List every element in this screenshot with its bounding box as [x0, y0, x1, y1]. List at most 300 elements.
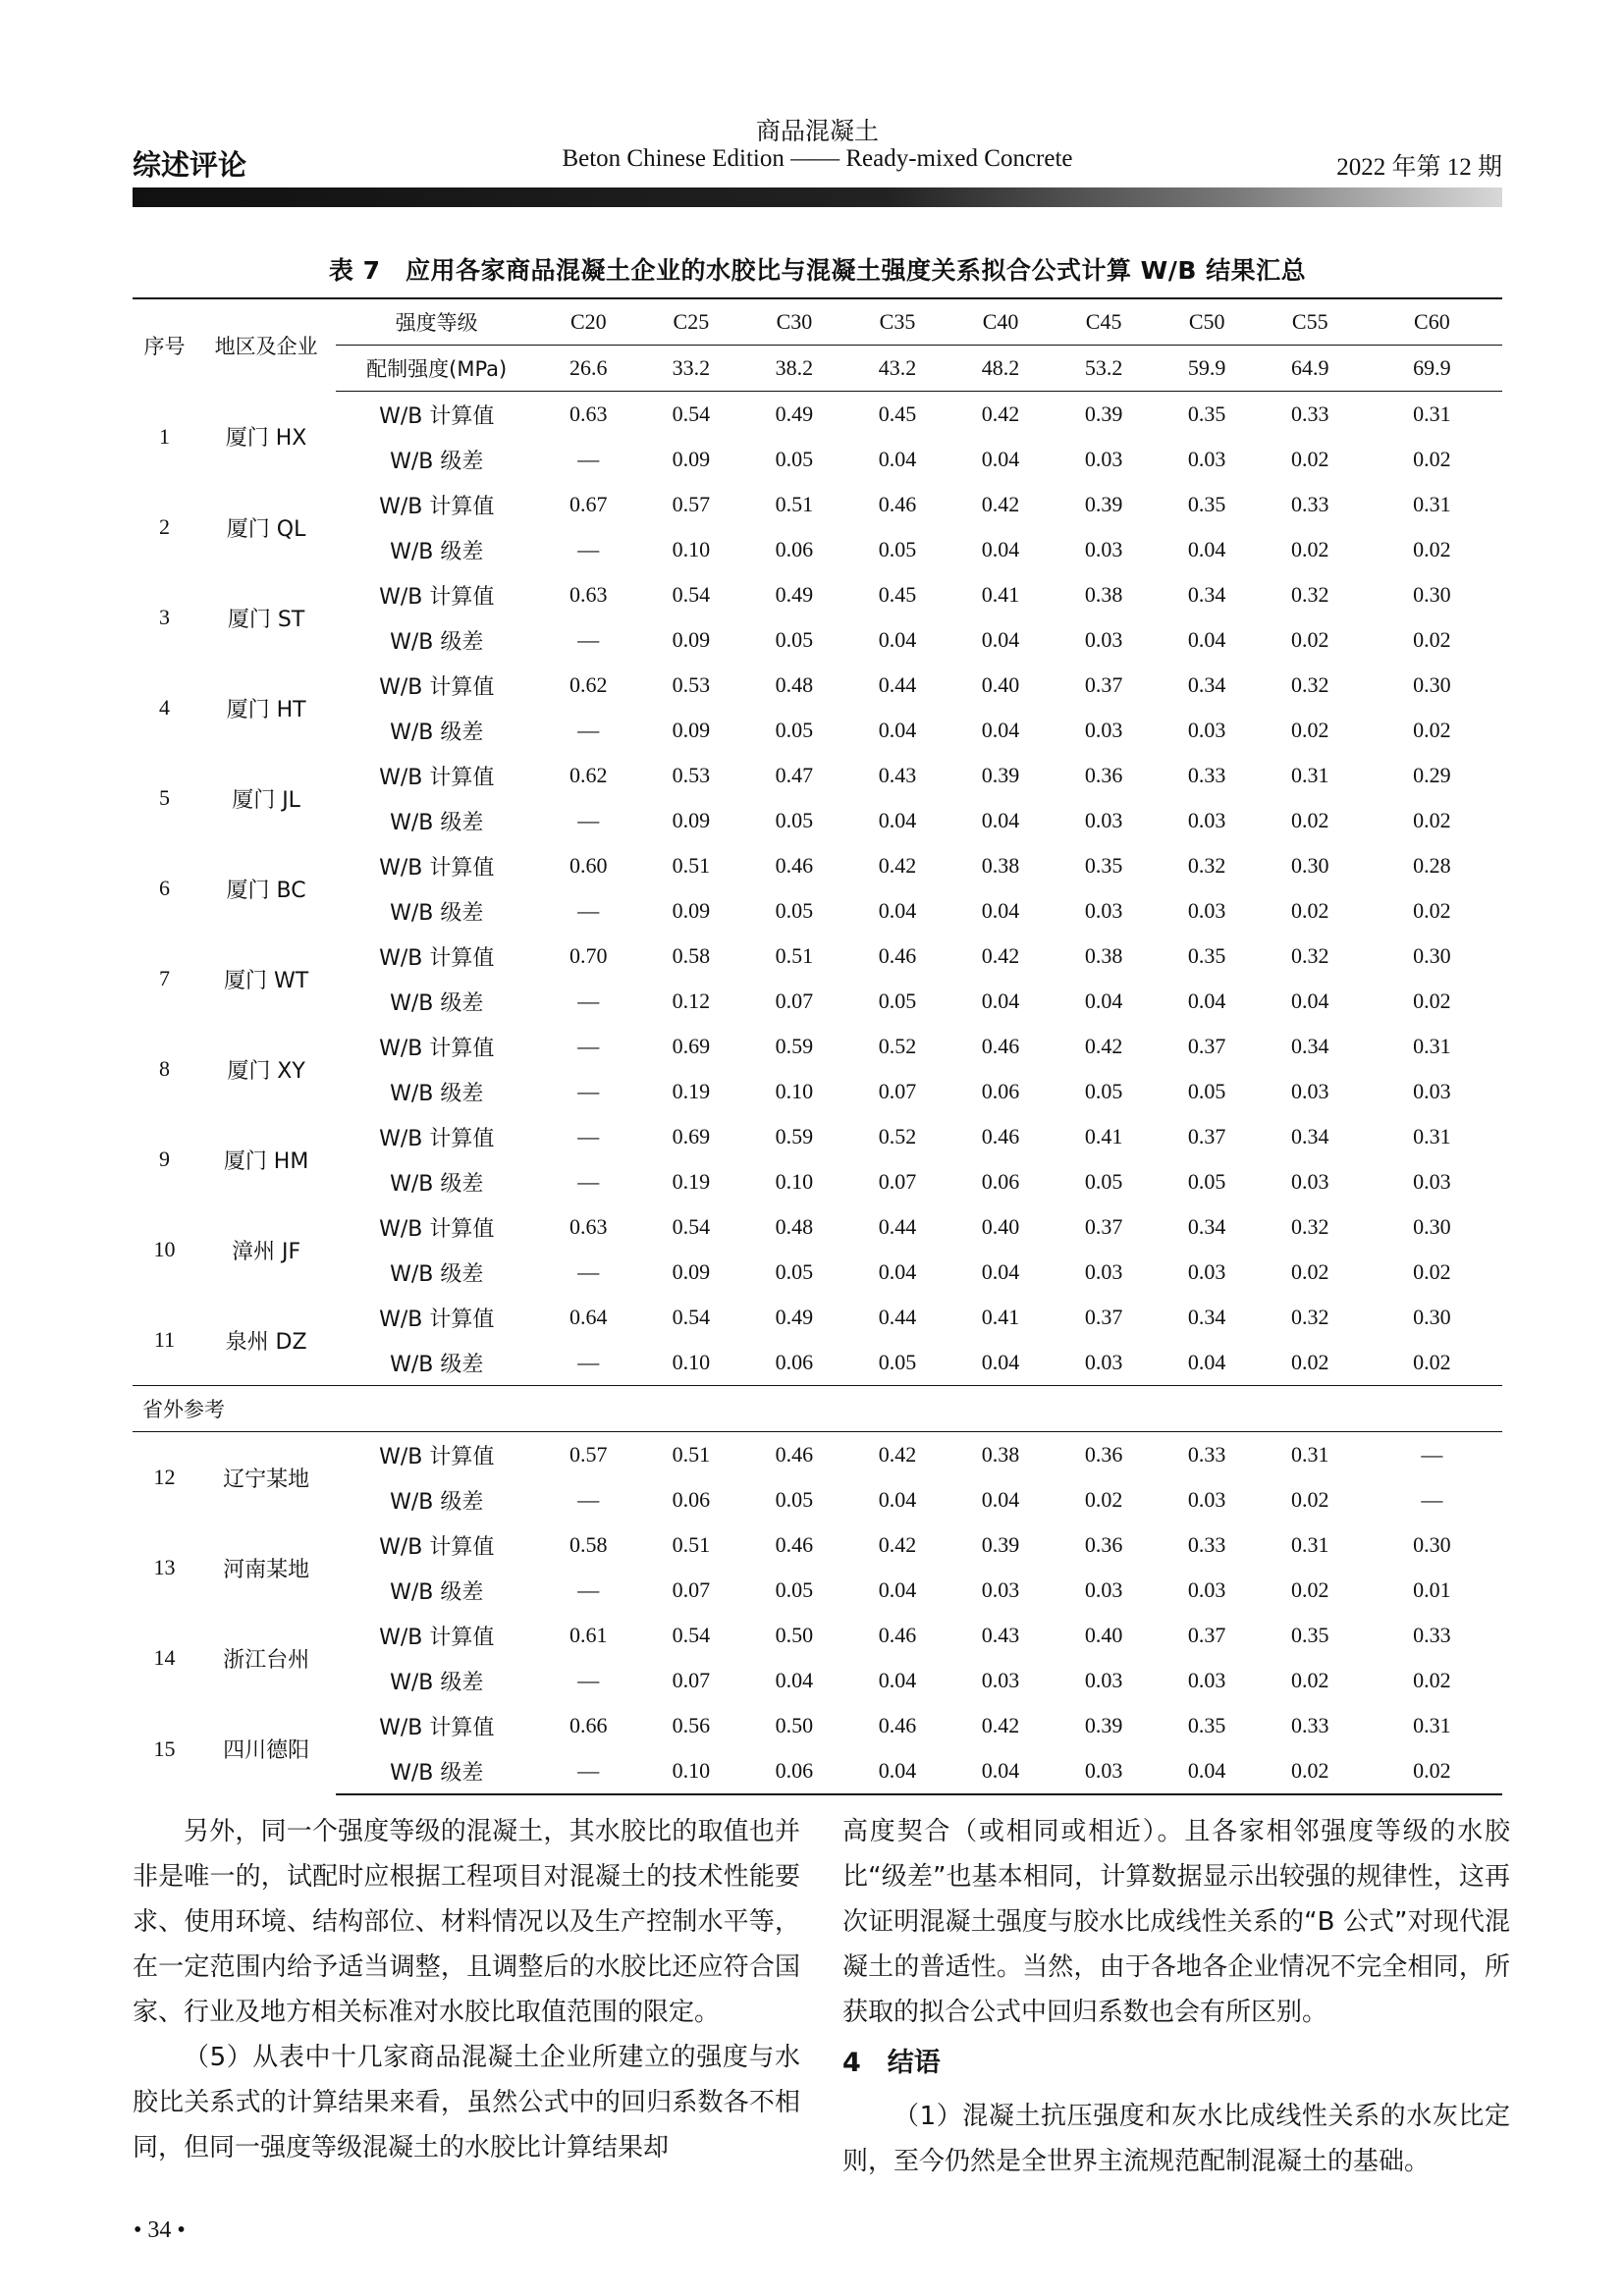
calc-value: 0.46 — [775, 853, 814, 878]
calc-value: 0.42 — [1084, 1034, 1123, 1058]
diff-value: 0.05 — [1187, 1079, 1226, 1103]
diff-value: 0.04 — [981, 627, 1020, 652]
strength-cell: 48.2 — [949, 346, 1053, 392]
diff-value: 0.03 — [1290, 1079, 1329, 1103]
diff-value: 0.07 — [878, 1169, 917, 1194]
diff-value: — — [577, 1668, 600, 1692]
diff-value: 0.02 — [1290, 898, 1329, 923]
table-row — [133, 798, 1502, 843]
enterprise-name: 厦门 HX — [225, 426, 307, 452]
diff-value: 0.03 — [1084, 627, 1123, 652]
diff-value: 0.03 — [981, 1577, 1020, 1602]
diff-value: 0.05 — [1084, 1079, 1123, 1103]
calc-value: 0.49 — [775, 401, 814, 426]
calc-value: 0.37 — [1187, 1034, 1226, 1058]
table-row — [133, 1295, 1502, 1340]
calc-value: 0.38 — [981, 853, 1020, 878]
calc-value: 0.39 — [1084, 401, 1123, 426]
diff-value: 0.02 — [1290, 1259, 1329, 1284]
diff-value: 0.03 — [1084, 447, 1123, 471]
calc-value: 0.40 — [1084, 1623, 1123, 1647]
table-row — [133, 1703, 1502, 1748]
calc-label: W/B 计算值 — [379, 1715, 495, 1740]
diff-value: 0.09 — [672, 898, 711, 923]
section-label: 综述评论 — [133, 148, 247, 182]
diff-value: 0.04 — [878, 1577, 917, 1602]
row-number: 6 — [159, 876, 171, 900]
table-row — [133, 617, 1502, 663]
diff-value: 0.03 — [1187, 1259, 1226, 1284]
row-number: 4 — [159, 695, 171, 720]
calc-value: 0.44 — [878, 1305, 917, 1329]
table-row — [133, 482, 1502, 527]
calc-value: 0.35 — [1187, 943, 1226, 968]
table-row — [133, 1340, 1502, 1386]
calc-value: 0.36 — [1084, 1442, 1123, 1467]
calc-value: 0.31 — [1413, 492, 1451, 516]
diff-value: 0.05 — [775, 1577, 814, 1602]
diff-value: 0.04 — [878, 627, 917, 652]
calc-label: W/B 计算值 — [379, 765, 495, 790]
table-row — [133, 1432, 1502, 1478]
calc-value: 0.30 — [1413, 1305, 1451, 1329]
table-row — [133, 1658, 1502, 1703]
diff-value: 0.10 — [672, 1350, 711, 1374]
diff-value: 0.04 — [878, 1259, 917, 1284]
calc-value: 0.69 — [672, 1034, 711, 1058]
diff-value: 0.05 — [1187, 1169, 1226, 1194]
diff-label: W/B 级差 — [390, 1352, 484, 1377]
calc-value: 0.30 — [1413, 582, 1451, 607]
table-row — [133, 1024, 1502, 1069]
table-row — [133, 979, 1502, 1024]
calc-value: 0.34 — [1290, 1124, 1329, 1148]
diff-value: 0.04 — [878, 1487, 917, 1512]
diff-value: 0.05 — [1084, 1169, 1123, 1194]
enterprise-name: 泉州 DZ — [225, 1329, 307, 1355]
enterprise-name: 厦门 XY — [227, 1058, 305, 1084]
calc-value: 0.32 — [1290, 582, 1329, 607]
calc-value: 0.29 — [1413, 763, 1451, 787]
calc-value: 0.39 — [1084, 492, 1123, 516]
calc-value: 0.35 — [1187, 492, 1226, 516]
diff-label: W/B 级差 — [390, 1261, 484, 1287]
diff-value: 0.02 — [1290, 1668, 1329, 1692]
calc-value: 0.45 — [878, 401, 917, 426]
table-row — [133, 1069, 1502, 1114]
calc-value: 0.35 — [1187, 1713, 1226, 1737]
diff-value: 0.03 — [1084, 1350, 1123, 1374]
strength-cell: 33.2 — [639, 346, 742, 392]
calc-value: 0.34 — [1187, 1214, 1226, 1239]
calc-value: 0.38 — [1084, 582, 1123, 607]
calc-value: 0.31 — [1413, 1713, 1451, 1737]
section-row — [133, 1386, 1502, 1432]
calc-value: 0.62 — [569, 763, 608, 787]
strength-cell: 43.2 — [845, 346, 948, 392]
table-row — [133, 1748, 1502, 1794]
calc-value: 0.49 — [775, 582, 814, 607]
calc-value: 0.46 — [981, 1034, 1020, 1058]
diff-value: 0.03 — [1187, 1487, 1226, 1512]
diff-value: 0.03 — [1187, 447, 1226, 471]
calc-value: 0.34 — [1187, 1305, 1226, 1329]
calc-value: 0.41 — [981, 1305, 1020, 1329]
calc-value: 0.31 — [1413, 1034, 1451, 1058]
grade-label: 强度等级 — [336, 298, 537, 346]
diff-value: 0.04 — [981, 988, 1020, 1013]
diff-value: 0.02 — [1259, 1748, 1362, 1794]
calc-value: 0.42 — [981, 492, 1020, 516]
diff-value: 0.03 — [1084, 808, 1123, 832]
enterprise-name: 四川德阳 — [223, 1738, 310, 1763]
table-row — [133, 708, 1502, 753]
header-rule — [133, 187, 1502, 207]
calc-value: 0.38 — [981, 1442, 1020, 1467]
row-number: 10 — [153, 1237, 176, 1261]
diff-value: — — [577, 1577, 600, 1602]
journal-name-en: Beton Chinese Edition —— Ready-mixed Concrete — [562, 145, 1073, 172]
page-header — [133, 106, 1502, 187]
paragraph: 另外，同一个强度等级的混凝土，其水胶比的取值也并非是唯一的，试配时应根据工程项目对混凝土的技术性能要求、使用环境、结构部位、材料情况以及生产控制水平等，在一定范围内给予适当调整，且调整后的水胶比还应符合国家、行业及地方相关标准对水胶比取值范围的限定。 — [133, 1817, 800, 2027]
grade-cell: C20 — [537, 298, 639, 346]
calc-label: W/B 计算值 — [379, 494, 495, 519]
diff-value: 0.09 — [672, 447, 711, 471]
diff-label: W/B 级差 — [390, 629, 484, 655]
diff-value: 0.02 — [1290, 1577, 1329, 1602]
diff-value: 0.06 — [775, 537, 814, 561]
calc-label: W/B 计算值 — [379, 584, 495, 610]
row-number: 8 — [159, 1056, 171, 1081]
calc-value: 0.39 — [981, 763, 1020, 787]
strength-cell: 26.6 — [537, 346, 639, 392]
enterprise-name: 厦门 ST — [227, 607, 305, 632]
enterprise-name: 河南某地 — [223, 1557, 310, 1582]
calc-value: 0.53 — [672, 763, 711, 787]
calc-value: 0.30 — [1413, 943, 1451, 968]
calc-value: 0.67 — [569, 492, 608, 516]
strength-cell: 64.9 — [1259, 346, 1362, 392]
diff-label: W/B 级差 — [390, 1171, 484, 1197]
diff-value: 0.04 — [981, 1350, 1020, 1374]
calc-value: 0.36 — [1084, 763, 1123, 787]
calc-value: 0.47 — [775, 763, 814, 787]
calc-value: 0.51 — [672, 853, 711, 878]
calc-label: W/B 计算值 — [379, 1126, 495, 1151]
table-row — [133, 1204, 1502, 1250]
calc-value: 0.58 — [569, 1532, 608, 1557]
calc-value: 0.41 — [981, 582, 1020, 607]
diff-label: W/B 级差 — [390, 1489, 484, 1515]
enterprise-name: 厦门 BC — [226, 878, 306, 903]
calc-value: 0.31 — [1413, 1124, 1451, 1148]
diff-value: 0.03 — [1084, 1668, 1123, 1692]
diff-value: 0.02 — [1290, 447, 1329, 471]
calc-value: 0.34 — [1290, 1034, 1329, 1058]
page-number: • 34 • — [134, 2217, 186, 2243]
grade-cell: C50 — [1156, 298, 1259, 346]
diff-value: — — [577, 1079, 600, 1103]
diff-value: 0.04 — [845, 1748, 948, 1794]
enterprise-name: 厦门 JL — [232, 787, 300, 813]
diff-value: 0.02 — [1290, 537, 1329, 561]
strength-cell: 59.9 — [1156, 346, 1259, 392]
diff-value: 0.03 — [1187, 898, 1226, 923]
strength-cell: 53.2 — [1053, 346, 1156, 392]
calc-value: 0.52 — [878, 1124, 917, 1148]
calc-value: 0.63 — [569, 401, 608, 426]
strength-cell: 69.9 — [1362, 346, 1502, 392]
diff-value: — — [577, 718, 600, 742]
calc-value: 0.54 — [672, 1623, 711, 1647]
diff-value: 0.04 — [981, 1259, 1020, 1284]
diff-value: 0.02 — [1290, 627, 1329, 652]
diff-value: — — [577, 1169, 600, 1194]
diff-value: 0.04 — [981, 447, 1020, 471]
diff-value: 0.03 — [981, 1668, 1020, 1692]
table-row — [133, 663, 1502, 708]
calc-value: 0.66 — [569, 1713, 608, 1737]
calc-value: 0.54 — [672, 1214, 711, 1239]
diff-value: 0.03 — [1084, 898, 1123, 923]
diff-value: 0.06 — [775, 1350, 814, 1374]
calc-value: 0.56 — [672, 1713, 711, 1737]
row-number: 2 — [159, 514, 171, 539]
calc-value: 0.69 — [672, 1124, 711, 1148]
calc-value: 0.32 — [1290, 943, 1329, 968]
table-row — [133, 1522, 1502, 1568]
diff-value: 0.05 — [775, 1259, 814, 1284]
calc-value: 0.58 — [672, 943, 711, 968]
diff-value: 0.09 — [672, 718, 711, 742]
diff-value: 0.09 — [672, 627, 711, 652]
section-heading: 4 结语 — [842, 2048, 941, 2078]
table-row — [133, 888, 1502, 934]
diff-value: 0.02 — [1413, 537, 1451, 561]
diff-value: 0.02 — [1413, 1350, 1451, 1374]
diff-value: — — [577, 447, 600, 471]
calc-value: 0.31 — [1413, 401, 1451, 426]
paragraph: （5）从表中十几家商品混凝土企业所建立的强度与水胶比关系式的计算结果来看，虽然公式中的回归系数各不相同，但同一强度等级混凝土的水胶比计算结果却 — [133, 2043, 800, 2163]
calc-label: W/B 计算值 — [379, 1307, 495, 1332]
diff-label: W/B 级差 — [390, 810, 484, 835]
strength-cell: 38.2 — [742, 346, 845, 392]
diff-value: 0.02 — [1290, 1487, 1329, 1512]
calc-value: 0.40 — [981, 1214, 1020, 1239]
calc-value: 0.46 — [775, 1442, 814, 1467]
calc-value: — — [577, 1124, 600, 1148]
diff-value: — — [577, 1350, 600, 1374]
diff-value: 0.04 — [878, 898, 917, 923]
calc-value: 0.46 — [981, 1124, 1020, 1148]
calc-value: 0.48 — [775, 1214, 814, 1239]
diff-value: 0.09 — [672, 1259, 711, 1284]
diff-label: W/B 级差 — [390, 1670, 484, 1695]
calc-label: W/B 计算值 — [379, 1534, 495, 1560]
calc-value: 0.46 — [878, 943, 917, 968]
body-column-right — [842, 1809, 1510, 2184]
diff-label: W/B 级差 — [390, 900, 484, 926]
calc-value: 0.42 — [878, 1442, 917, 1467]
table-row — [133, 1477, 1502, 1522]
diff-value: — — [577, 1259, 600, 1284]
diff-value: 0.05 — [775, 898, 814, 923]
row-number: 1 — [159, 423, 171, 449]
diff-value: — — [577, 627, 600, 652]
calc-value: 0.62 — [569, 672, 608, 697]
calc-value: 0.39 — [981, 1532, 1020, 1557]
diff-value: 0.05 — [878, 988, 917, 1013]
diff-value: 0.02 — [1413, 988, 1451, 1013]
calc-value: 0.34 — [1187, 672, 1226, 697]
diff-value: 0.03 — [1053, 1748, 1156, 1794]
section-label: 省外参考 — [133, 1386, 1502, 1432]
calc-value: 0.35 — [1290, 1623, 1329, 1647]
grade-cell: C35 — [845, 298, 948, 346]
calc-value: 0.31 — [1290, 763, 1329, 787]
row-number: 7 — [159, 966, 171, 990]
diff-value: 0.06 — [981, 1079, 1020, 1103]
calc-value: 0.61 — [569, 1623, 608, 1647]
diff-value: 0.10 — [775, 1169, 814, 1194]
diff-value: — — [577, 537, 600, 561]
diff-value: 0.04 — [981, 1487, 1020, 1512]
calc-value: 0.57 — [672, 492, 711, 516]
diff-value: — — [1421, 1487, 1443, 1512]
calc-label: W/B 计算值 — [379, 1444, 495, 1469]
table-row — [133, 527, 1502, 572]
calc-label: W/B 计算值 — [379, 1036, 495, 1061]
calc-value: 0.33 — [1187, 1442, 1226, 1467]
grade-cell: C55 — [1259, 298, 1362, 346]
diff-value: 0.03 — [1084, 1577, 1123, 1602]
diff-value: 0.04 — [878, 718, 917, 742]
body-column-left — [133, 1809, 800, 2170]
diff-value: 0.04 — [949, 1748, 1053, 1794]
calc-value: 0.44 — [878, 1214, 917, 1239]
calc-value: 0.51 — [672, 1442, 711, 1467]
diff-value: 0.04 — [981, 718, 1020, 742]
diff-value: 0.04 — [1187, 627, 1226, 652]
calc-value: 0.32 — [1290, 1305, 1329, 1329]
calc-value: 0.33 — [1187, 763, 1226, 787]
diff-label: W/B 级差 — [390, 449, 484, 474]
strength-label: 配制强度(MPa) — [336, 346, 537, 392]
calc-label: W/B 计算值 — [379, 403, 495, 429]
diff-value: 0.19 — [672, 1079, 711, 1103]
calc-value: 0.32 — [1187, 853, 1226, 878]
diff-value: — — [537, 1748, 639, 1794]
diff-value: 0.04 — [775, 1668, 814, 1692]
diff-value: 0.02 — [1413, 1668, 1451, 1692]
diff-value: 0.04 — [1187, 1350, 1226, 1374]
diff-value: 0.06 — [742, 1748, 845, 1794]
diff-value: 0.03 — [1187, 718, 1226, 742]
diff-value: 0.02 — [1413, 627, 1451, 652]
table-row — [133, 753, 1502, 798]
row-number: 15 — [153, 1735, 176, 1761]
diff-value: 0.10 — [639, 1748, 742, 1794]
diff-value: 0.02 — [1290, 718, 1329, 742]
calc-value: 0.57 — [569, 1442, 608, 1467]
calc-value: 0.46 — [878, 1713, 917, 1737]
calc-value: 0.35 — [1084, 853, 1123, 878]
enterprise-name: 漳州 JF — [232, 1239, 301, 1264]
calc-value: 0.42 — [878, 853, 917, 878]
grade-cell: C40 — [949, 298, 1053, 346]
diff-value: 0.12 — [672, 988, 711, 1013]
calc-value: 0.37 — [1084, 1214, 1123, 1239]
diff-value: 0.04 — [1187, 537, 1226, 561]
calc-label: W/B 计算值 — [379, 855, 495, 881]
calc-value: 0.34 — [1187, 582, 1226, 607]
diff-value: 0.04 — [981, 808, 1020, 832]
paragraph: 高度契合（或相同或相近）。且各家相邻强度等级的水胶比“级差”也基本相同，计算数据显示出较强的规律性，这再次证明混凝土强度与胶水比成线性关系的“B 公式”对现代混凝土的普适性。当然，由于各地各企业情况不完全相同，所获取的拟合公式中回归系数也会有所区别。 — [842, 1817, 1510, 2027]
calc-value: 0.51 — [672, 1532, 711, 1557]
diff-value: 0.03 — [1187, 808, 1226, 832]
calc-value: 0.38 — [1084, 943, 1123, 968]
grade-cell: C25 — [639, 298, 742, 346]
row-number: 11 — [153, 1327, 176, 1352]
diff-value: 0.01 — [1413, 1577, 1451, 1602]
calc-value: 0.45 — [878, 582, 917, 607]
calc-value: 0.52 — [878, 1034, 917, 1058]
calc-value: 0.51 — [775, 492, 814, 516]
calc-label: W/B 计算值 — [379, 945, 495, 971]
diff-value: 0.09 — [672, 808, 711, 832]
diff-value: 0.02 — [1413, 447, 1451, 471]
calc-value: 0.28 — [1413, 853, 1451, 878]
diff-value: 0.03 — [1084, 537, 1123, 561]
calc-value: 0.46 — [878, 492, 917, 516]
calc-value: 0.30 — [1413, 672, 1451, 697]
calc-value: 0.70 — [569, 943, 608, 968]
table-row — [133, 1250, 1502, 1295]
calc-value: — — [577, 1034, 600, 1058]
calc-value: 0.54 — [672, 582, 711, 607]
calc-value: 0.36 — [1084, 1532, 1123, 1557]
calc-value: 0.33 — [1290, 401, 1329, 426]
diff-value: 0.06 — [672, 1487, 711, 1512]
table-row — [133, 572, 1502, 617]
diff-value: 0.03 — [1187, 1668, 1226, 1692]
table-row — [133, 934, 1502, 979]
col-header-enterprise: 地区及企业 — [196, 298, 336, 392]
diff-label: W/B 级差 — [390, 1081, 484, 1106]
diff-value: 0.04 — [1156, 1748, 1259, 1794]
enterprise-name: 厦门 HT — [226, 697, 306, 722]
diff-value: 0.10 — [775, 1079, 814, 1103]
calc-label: W/B 计算值 — [379, 1625, 495, 1650]
calc-value: 0.48 — [775, 672, 814, 697]
diff-value: 0.03 — [1413, 1169, 1451, 1194]
calc-value: 0.42 — [878, 1532, 917, 1557]
calc-value: 0.32 — [1290, 672, 1329, 697]
calc-value: 0.35 — [1187, 401, 1226, 426]
calc-value: 0.49 — [775, 1305, 814, 1329]
diff-value: 0.02 — [1290, 1350, 1329, 1374]
calc-value: 0.43 — [878, 763, 917, 787]
diff-value: 0.03 — [1084, 718, 1123, 742]
diff-label: W/B 级差 — [390, 990, 484, 1016]
diff-value: 0.02 — [1413, 1259, 1451, 1284]
diff-value: 0.05 — [878, 1350, 917, 1374]
calc-value: 0.54 — [672, 401, 711, 426]
diff-value: 0.02 — [1413, 898, 1451, 923]
diff-label: W/B 级差 — [390, 1579, 484, 1605]
diff-value: — — [577, 988, 600, 1013]
calc-value: 0.33 — [1187, 1532, 1226, 1557]
